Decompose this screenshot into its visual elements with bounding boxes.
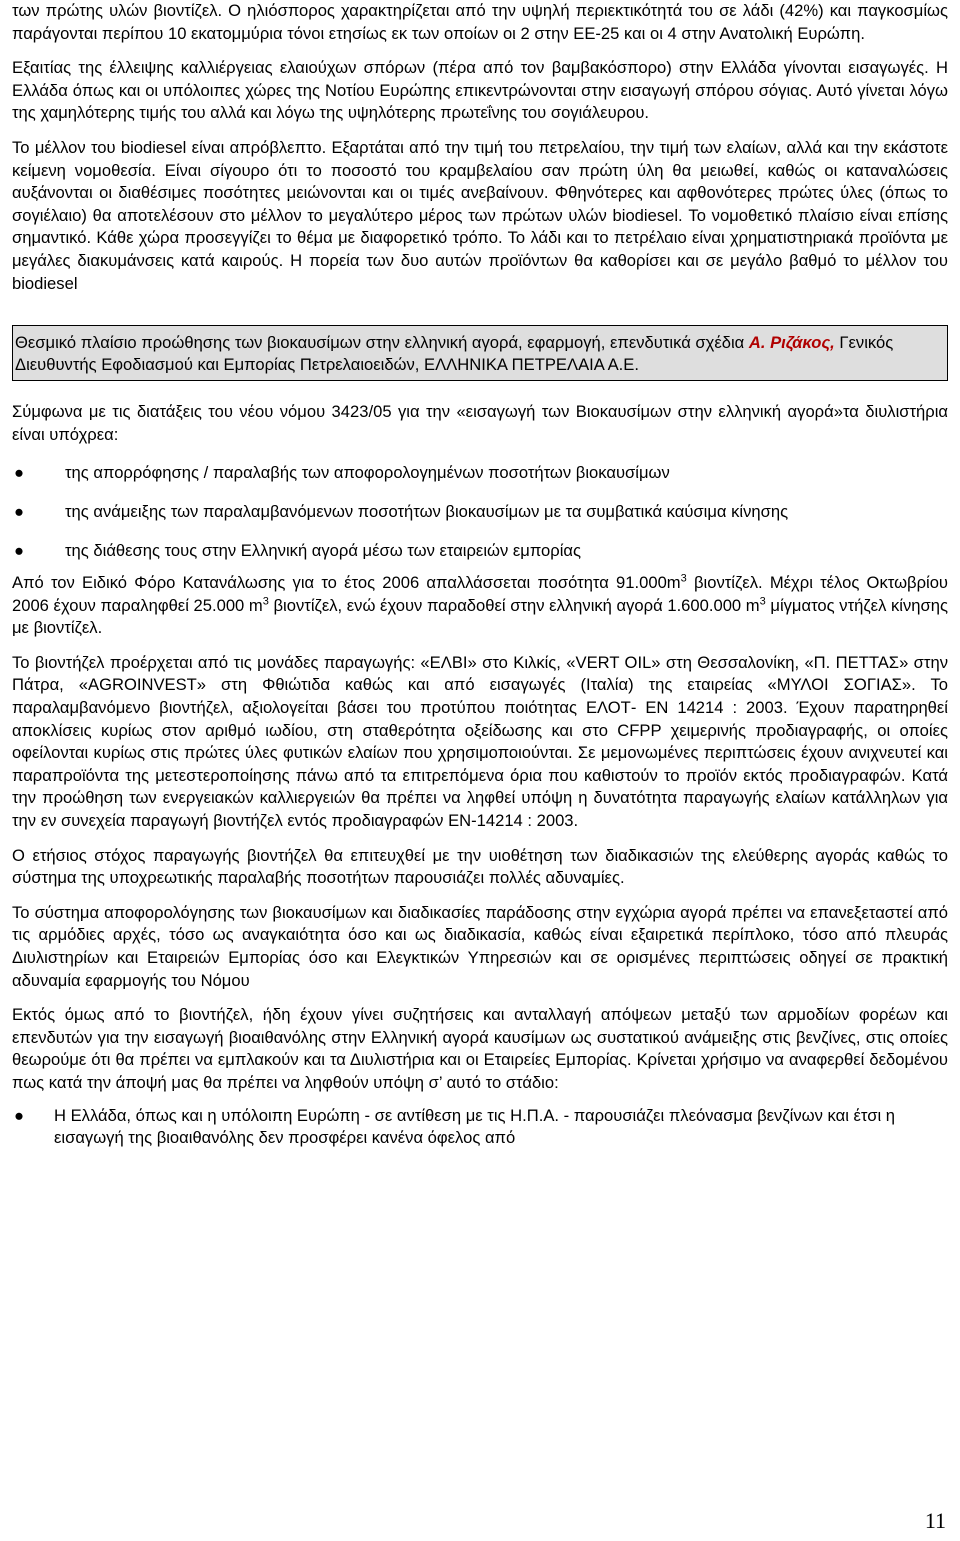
- paragraph-tax-exemption: Από τον Ειδικό Φόρο Κατανάλωσης για το έτος 2006 απαλλάσσεται ποσότητα $91.000m^3$ βιοντίζελ. Μέχρι τέλος Οκτωβρίου 2006 έχουν παραληφθεί 25.000 $m^3$ βιοντίζελ, ενώ έχουν παραδοθεί στην ελληνική αγορά 1.600.000 $m^3$ μίγματος ντήζελ κίνησης με βιοντίζελ.: [12, 572, 949, 638]
- paragraph-tax-system: Το σύστημα αποφορολόγησης των βιοκαυσίμων και διαδικασίες παράδοσης στην εγχώρια αγορά πρέπει να επανεξεταστεί από τις αρμόδιες αρχές, τόσο ως αναγκαιότητα όσο και ως διαδικασία, καθώς είναι εξαιρετικά περίπλοκο, τόσο από πλευράς Διυλιστηρίων και Εταιρειών Εμπορίας όσο και Ελεγκτικών Υπηρεσιών και σε ορισμένες περιπτώσεις οδηγεί σε πρακτική αδυναμία εφαρμογής του Νόμου: [12, 902, 948, 990]
- author-affiliation: Γενικός Διευθυντής Εφοδιασμού και Εμπορίας Πετρελαιοειδών, ΕΛΛΗΝΙΚΑ ΠΕΤΡΕΛΑΙΑ Α.Ε.: [15, 333, 894, 375]
- author-name: Α. Ριζάκος,: [748, 333, 835, 353]
- paragraph-future: Το μέλλον του biodiesel είναι απρόβλεπτο. Εξαρτάται από την τιμή του πετρελαίου, την τιμή των ελαίων, αλλά και την εκάστοτε κείμενη νομοθεσία. Είναι σίγουρο ότι το ποσοστό του κραμβελαίου σαν πρώτη ύλη θα μειωθεί, καθώς οι καταναλώσεις αυξάνονται οι διαθέσιμες ποσότητες μειώνονται και οι τιμές ανεβαίνουν. Φθηνότερες και αφθονότερες πρώτες ύλες (όπως το σογιέλαιο) θα αποτελέσουν στο μέλλον το μεγαλύτερο μέρος των πρώτων υλών biodiesel. Το νομοθετικό πλαίσιο είναι επίσης σημαντικό. Κάθε χώρα προσεγγίζει το θέμα με διαφορετικό τρόπο. Το λάδι και το πετρέλαιο είναι χρηματιστηριακά προϊόντα με μεγάλες διακυμάνσεις κατά καιρούς. Η πορεία των δυο αυτών προϊόντων θα καθορίσει και σε μεγάλο βαθμό το μέλλον του biodiesel: [12, 137, 948, 293]
- bullet-icon: ●: [14, 501, 25, 521]
- bullet-icon: ●: [14, 540, 25, 560]
- bullet-icon: ●: [14, 1105, 25, 1125]
- bullet-icon: ●: [14, 463, 25, 483]
- document-page: [12, 0, 948, 1150]
- paragraph-bioethanol: Εκτός όμως από το βιοντήζελ, ήδη έχουν γίνει συζητήσεις και ανταλλαγή απόψεων μεταξύ των αρμοδίων φορέων και επενδυτών για την εισαγωγή βιοαιθανόλης στην Ελληνική αγορά καυσίμων ως συστατικού ανάμειξης στις βενζίνες, στις οποίες θεωρούμε ότι θα πρέπει να εμπλακούν και τα Διυλιστήρια και οι Εταιρείες Εμπορίας. Κρίνεται χρήσιμο να αναφερθεί δεδομένου πως κατά την άποψή μας θα πρέπει να ληφθούν υπόψη σ’ αυτό το στάδιο:: [12, 1005, 948, 1092]
- list-item: ● Η Ελλάδα, όπως και η υπόλοιπη Ευρώπη - σε αντίθεση με τις Η.Π.Α. - παρουσιάζει πλεόνασμα βενζίνων και έτσι η εισαγωγή της βιοαιθανόλης δεν προσφέρει κανένα όφελος από: [14, 1105, 895, 1148]
- paragraph-annual-goal: Ο ετήσιος στόχος παραγωγής βιοντήζελ θα επιτευχθεί με την υιοθέτηση των διαδικασιών της ελεύθερης αγοράς καθώς το σύστημα της υποχρεωτικής παραλαβής ποσοτήτων παρουσιάζει πολλές αδυναμίες.: [12, 845, 948, 888]
- list-item: ● της απορρόφησης / παραλαβής των αποφορολογημένων ποσοτήτων βιοκαυσίμων: [12, 462, 948, 485]
- considerations-list: [12, 1105, 948, 1150]
- page-number: 11: [924, 1508, 946, 1533]
- list-item: ● της ανάμειξης των παραλαμβανόμενων ποσοτήτων βιοκαυσίμων με τα συμβατικά καύσιμα κίνησης: [12, 501, 948, 524]
- paragraph-law: Σύμφωνα με τις διατάξεις του νέου νόμου 3423/05 για την «εισαγωγή των Βιοκαυσίμων στην ελληνική αγορά»τα διυλιστήρια είναι υπόχρεα:: [12, 402, 948, 444]
- section-heading-box: [12, 325, 948, 381]
- list-item: ● της διάθεσης τους στην Ελληνική αγορά μέσω των εταιρειών εμπορίας: [12, 540, 948, 563]
- section-title: Θεσμικό πλαίσιο προώθησης των βιοκαυσίμων στην ελληνική αγορά, εφαρμογή, επενδυτικά σχέδια: [15, 333, 745, 353]
- paragraph-producers: Το βιοντήζελ προέρχεται από τις μονάδες παραγωγής: «ΕΛΒΙ» στο Κιλκίς, «VERT OIL» στη Θεσσαλονίκη, «Π. ΠΕΤΤΑΣ» στην Πάτρα, «AGROINVEST» στη Φθιώτιδα καθώς και από εισαγωγές (Ιταλία) της εταιρείας «ΜΥΛΟΙ ΣΟΓΙΑΣ». Το παραλαμβανόμενο βιοντήζελ, αξιολογείται βάσει του προτύπου ποιότητας ΕΛΟΤ- ΕΝ 14214 : 2003. Έχουν παρατηρηθεί αποκλίσεις κυρίως στον αριθμό ιωδίου, στη σταθερότητα οξείδωσης και στο CFPP χειμερινής προδιαγραφής, οι οποίες οφείλονται κυρίως στις πρώτες ύλες φυτικών ελαίων που χρησιμοποιούνται. Σε μεμονωμένες περιπτώσεις έχουν ανιχνευτεί και παραπροϊόντα της μετεστεροποίησης πάνω από τα επιτρεπόμενα όρια που καθιστούν το προϊόν εκτός προδιαγραφών. Κατά την προώθηση των ενεργειακών καλλιεργειών θα πρέπει να ληφθεί υπόψη η δυνατότητα παραγωγής ελαίων κατάλληλων για την εν συνεχεία παραγωγή βιοντήζελ εντός προδιαγραφών ΕΝ-14214 : 2003.: [12, 652, 948, 831]
- refinery-obligations-list: [12, 462, 948, 562]
- paragraph-imports: Εξαιτίας της έλλειψης καλλιέργειας ελαιούχων σπόρων (πέρα από τον βαμβακόσπορο) στην Ελλάδα γίνονται εισαγωγές. Η Ελλάδα όπως και οι υπόλοιπες χώρες της Νοτίου Ευρώπης επικεντρώνονται στην εισαγωγή σπόρου σόγιας. Αυτό γίνεται λόγω της χαμηλότερης τιμής του αλλά και λόγω της υψηλότερης πρωτεΐνης του σογιάλευρου.: [12, 58, 948, 123]
- paragraph-sunflower: των πρώτης υλών βιοντίζελ. Ο ηλιόσπορος χαρακτηρίζεται από την υψηλή περιεκτικότητά του σε λάδι (42%) και παγκοσμίως παράγονται περίπου 10 εκατομμύρια τόνοι ετησίως εκ των οποίων οι 2 στην ΕΕ-25 και οι 4 στην Ανατολική Ευρώπη.: [12, 1, 948, 43]
